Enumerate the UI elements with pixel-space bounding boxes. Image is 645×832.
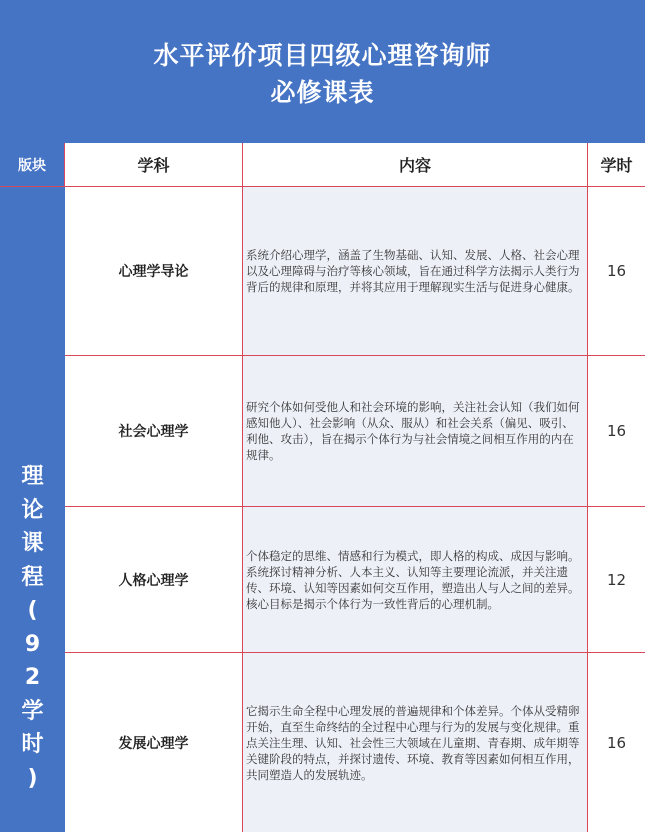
subject-cell: 社会心理学 [65,356,243,507]
title-banner [0,0,645,143]
hours-cell: 16 [588,187,645,356]
course-table [0,143,645,832]
content-text: 研究个体如何受他人和社会环境的影响，关注社会认知（我们如何感知他人）、社会影响（从众、服从）和社会关系（偏见、吸引、利他、攻击），旨在揭示个体行为与社会情境之间相互作用的内在规律。 [246,400,580,462]
content-cell [243,653,588,832]
hours-cell: 12 [588,507,645,653]
block-char: 9 [24,631,41,657]
block-char: 学 [21,698,44,724]
hours-cell: 16 [588,653,645,832]
content-cell [243,187,588,356]
block-char: 时 [21,732,44,757]
hours-cell: 16 [588,356,645,507]
subject-cell: 心理学导论 [65,187,243,356]
table-row [65,187,645,356]
block-char: 程 [21,564,44,590]
content-cell [243,507,588,653]
block-char: 论 [21,497,44,523]
block-char: ( [27,598,38,623]
content-text: 系统介绍心理学，涵盖了生物基础、认知、发展、人格、社会心理以及心理障碍与治疗等核心领域，旨在通过科学方法揭示人类行为背后的规律和原理，并将其应用于理解现实生活与促进身心健康。 [246,248,580,294]
header-block: 版块 [0,143,65,187]
table-row [65,507,645,653]
header-hours: 学时 [588,143,645,187]
content-cell [243,356,588,507]
block-char: 课 [21,531,44,556]
block-label [0,460,65,795]
subject-cell: 发展心理学 [65,653,243,832]
header-subject: 学科 [65,143,243,187]
page-title: 水平评价项目四级心理咨询师 [153,41,492,70]
table-row [65,653,645,832]
block-char: 理 [21,464,44,489]
block-cell [0,187,65,832]
block-char: 2 [24,665,41,690]
content-text: 它揭示生命全程中心理发展的普遍规律和个体差异。个体从受精卵开始，直至生命终结的全过程中心理与行为的发展与变化规律。重点关注生理、认知、社会性三大领域在儿童期、青春期、成年期等关键阶段的特点，并探讨遗传、环境、教育等因素如何相互作用，共同塑造人的发展轨迹。 [246,703,580,782]
block-char: ) [27,765,38,791]
page-subtitle: 必修课表 [270,78,375,107]
header-content: 内容 [243,143,588,187]
table-row [65,356,645,507]
subject-cell: 人格心理学 [65,507,243,653]
content-text: 个体稳定的思维、情感和行为模式，即人格的构成、成因与影响。系统探讨精神分析、人本主义、认知等主要理论流派，并关注遗传、环境、认知等因素如何交互作用，塑造出人与人之间的差异。核心目标是揭示个体行为一致性背后的心理机制。 [246,548,580,611]
